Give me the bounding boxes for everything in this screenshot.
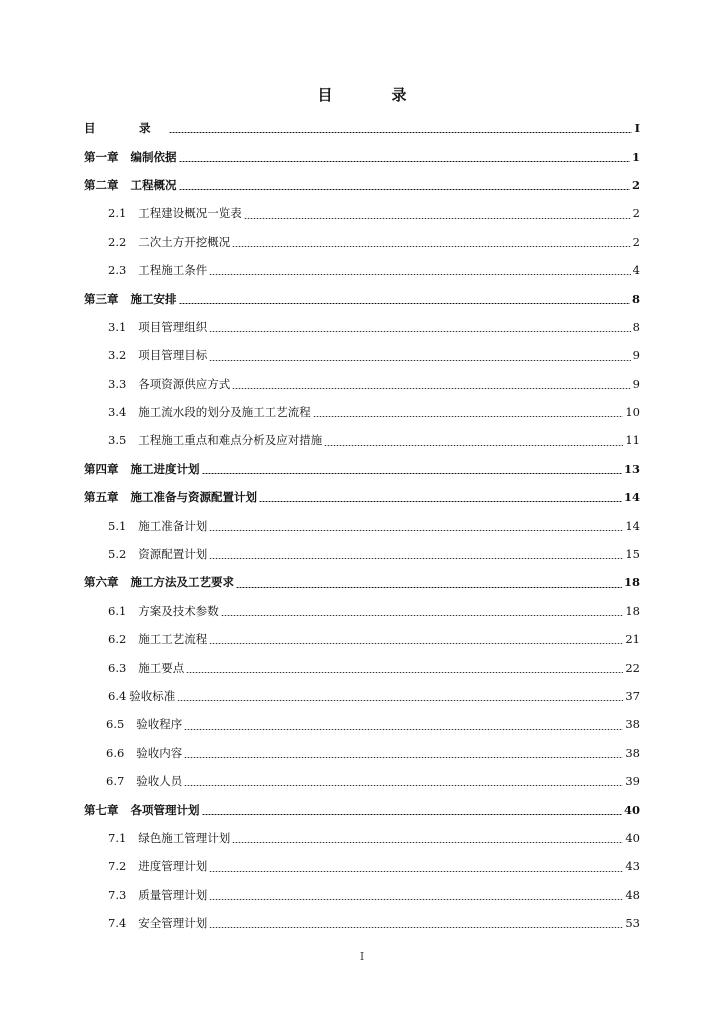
toc-entry-number: 7.2 xyxy=(108,859,127,874)
toc-section-entry[interactable] xyxy=(84,767,640,795)
toc-dot-leader xyxy=(209,274,630,275)
toc-entry-page: 8 xyxy=(631,291,640,306)
toc-entry-number: 6.1 xyxy=(108,603,127,618)
toc-entry-page: 9 xyxy=(632,348,640,363)
toc-entry-text: 项目管理组织 xyxy=(138,319,208,334)
toc-entry-number: 3.2 xyxy=(108,348,127,363)
toc-entry-label xyxy=(84,489,257,505)
toc-entry-text: 施工准备计划 xyxy=(138,518,208,533)
toc-entry-page: 40 xyxy=(623,802,640,817)
toc-dot-leader xyxy=(209,899,623,900)
toc-chapter-entry[interactable] xyxy=(84,795,640,823)
toc-entry-page: 18 xyxy=(625,603,640,618)
toc-entry-text: 各项管理计划 xyxy=(130,802,200,817)
toc-section-entry[interactable] xyxy=(84,511,640,539)
toc-entry-label xyxy=(108,830,230,846)
toc-entry-page: 2 xyxy=(632,206,640,221)
toc-entry-label xyxy=(84,461,200,477)
toc-section-entry[interactable] xyxy=(84,398,640,426)
toc-entry-page: 18 xyxy=(623,575,640,590)
toc-entry-page: 37 xyxy=(625,689,640,703)
toc-dot-leader xyxy=(209,871,623,872)
toc-entry-label xyxy=(108,432,322,448)
toc-dot-leader xyxy=(209,558,623,559)
toc-entry-text: 施工流水段的划分及施工工艺流程 xyxy=(138,405,311,420)
toc-entry-label xyxy=(108,660,184,676)
toc-dot-leader xyxy=(202,814,622,815)
toc-entry-text: 工程施工条件 xyxy=(138,263,208,278)
toc-section-entry[interactable] xyxy=(84,909,640,937)
toc-dot-leader xyxy=(313,416,624,417)
toc-entry-label xyxy=(108,887,207,903)
toc-entry-number: 第三章 xyxy=(84,291,119,306)
toc-dot-leader xyxy=(236,587,622,588)
toc-section-entry[interactable] xyxy=(84,852,640,880)
toc-entry-page: I xyxy=(634,121,640,136)
toc-section-entry[interactable] xyxy=(84,426,640,454)
toc-entry-page: 22 xyxy=(625,660,640,675)
toc-dot-leader xyxy=(209,360,630,361)
toc-section-entry[interactable] xyxy=(84,256,640,284)
toc-entry-text: 施工准备与资源配置计划 xyxy=(130,490,257,505)
toc-entry-page: 1 xyxy=(631,149,640,164)
toc-entry-label xyxy=(108,319,207,335)
toc-entry-label xyxy=(84,802,200,818)
toc-entry-number: 第四章 xyxy=(84,461,119,476)
toc-entry-page: 14 xyxy=(623,490,640,505)
toc-dot-leader xyxy=(184,729,623,730)
toc-entry-text: 绿色施工管理计划 xyxy=(138,830,231,845)
toc-entry-label xyxy=(108,631,207,647)
toc-dot-leader xyxy=(232,388,630,389)
toc-dot-leader xyxy=(179,189,630,190)
toc-chapter-entry[interactable] xyxy=(84,284,640,312)
toc-dot-leader xyxy=(244,218,631,219)
toc-entry-page: 40 xyxy=(625,830,640,845)
toc-entry-page: 39 xyxy=(625,774,640,789)
toc-entry-number: 第一章 xyxy=(84,149,119,164)
toc-section-entry[interactable] xyxy=(84,313,640,341)
toc-entry-page: 38 xyxy=(625,745,640,760)
toc-dot-leader xyxy=(209,927,623,928)
toc-dot-leader xyxy=(232,842,623,843)
toc-entry-number: 2.1 xyxy=(108,206,127,221)
toc-entry-text: 验收人员 xyxy=(136,774,183,789)
toc-chapter-entry[interactable] xyxy=(84,114,640,142)
toc-section-entry[interactable] xyxy=(84,824,640,852)
toc-entry-label xyxy=(108,858,207,874)
toc-entry-text: 编制依据 xyxy=(130,149,177,164)
toc-dot-leader xyxy=(221,615,624,616)
toc-entry-text: 资源配置计划 xyxy=(138,547,208,562)
toc-entry-number: 6.6 xyxy=(106,745,125,760)
toc-entry-number: 3.1 xyxy=(108,319,127,334)
toc-section-entry[interactable] xyxy=(84,625,640,653)
toc-dot-leader xyxy=(184,757,623,758)
toc-dot-leader xyxy=(186,672,623,673)
toc-entry-text: 项目管理目标 xyxy=(138,348,208,363)
toc-entry-text: 质量管理计划 xyxy=(138,887,208,902)
toc-entry-number: 7.1 xyxy=(108,830,127,845)
toc-entry-page: 14 xyxy=(625,518,640,533)
toc-entry-number: 6.2 xyxy=(108,632,127,647)
toc-dot-leader xyxy=(169,132,633,133)
toc-section-entry[interactable] xyxy=(84,739,640,767)
toc-entry-label xyxy=(108,518,207,534)
toc-entry-page: 10 xyxy=(625,405,640,420)
toc-section-entry[interactable] xyxy=(84,710,640,738)
toc-entry-page: 53 xyxy=(625,916,640,931)
toc-entry-text: 施工方法及工艺要求 xyxy=(130,575,234,590)
toc-entry-text: 安全管理计划 xyxy=(138,916,208,931)
toc-section-entry[interactable] xyxy=(84,199,640,227)
toc-section-entry[interactable] xyxy=(84,881,640,909)
toc-entry-label xyxy=(106,716,182,732)
toc-entry-text: 施工安排 xyxy=(130,291,177,306)
toc-entry-number: 第五章 xyxy=(84,490,119,505)
toc-dot-leader xyxy=(179,161,630,162)
toc-entry-number: 2.3 xyxy=(108,263,127,278)
toc-entry-number: 第六章 xyxy=(84,575,119,590)
toc-dot-leader xyxy=(324,445,623,446)
toc-entry-number: 5.2 xyxy=(108,547,127,562)
toc-entry-text: 工程概况 xyxy=(130,177,177,192)
toc-entry-label xyxy=(106,745,182,761)
toc-entry-label xyxy=(106,773,182,789)
toc-entry-number: 第七章 xyxy=(84,802,119,817)
toc-entry-text: 施工要点 xyxy=(138,660,185,675)
toc-section-entry[interactable] xyxy=(84,370,640,398)
toc-entry-text: 各项资源供应方式 xyxy=(138,376,231,391)
toc-entry-number: 6.4 xyxy=(108,689,127,703)
toc-entry-text: 进度管理计划 xyxy=(138,859,208,874)
toc-section-entry[interactable] xyxy=(84,228,640,256)
toc-entry-number: 3.5 xyxy=(108,433,127,448)
toc-entry-label xyxy=(108,234,230,250)
toc-entry-number: 6.7 xyxy=(106,774,125,789)
toc-entry-number: 2.2 xyxy=(108,234,127,249)
toc-entry-number: 3.3 xyxy=(108,376,127,391)
toc-dot-leader xyxy=(209,530,623,531)
toc-entry-page: 13 xyxy=(623,461,640,476)
toc-section-entry[interactable] xyxy=(84,540,640,568)
toc-section-entry[interactable] xyxy=(84,682,640,710)
toc-entry-page: 15 xyxy=(625,547,640,562)
toc-entry-page: 9 xyxy=(632,376,640,391)
toc-entry-label xyxy=(84,177,177,193)
toc-entry-label xyxy=(84,291,177,307)
toc-dot-leader xyxy=(179,303,630,304)
page-number: I xyxy=(359,950,365,963)
toc-entry-text: 施工进度计划 xyxy=(130,461,200,476)
toc-dot-leader xyxy=(259,501,622,502)
toc-dot-leader xyxy=(184,785,623,786)
toc-entry-page: 21 xyxy=(625,632,640,647)
toc-section-entry[interactable] xyxy=(84,597,640,625)
toc-entry-label xyxy=(108,404,311,420)
toc-entry-page: 48 xyxy=(625,887,640,902)
toc-dot-leader xyxy=(209,331,630,332)
toc-entry-text: 方案及技术参数 xyxy=(138,603,219,618)
toc-dot-leader xyxy=(209,643,623,644)
toc-dot-leader xyxy=(202,473,622,474)
toc-entry-number: 6.3 xyxy=(108,660,127,675)
toc-entry-number: 7.3 xyxy=(108,887,127,902)
toc-chapter-entry[interactable] xyxy=(84,171,640,199)
toc-entry-label xyxy=(108,915,207,931)
toc-chapter-entry[interactable] xyxy=(84,142,640,170)
toc-entry-label xyxy=(108,205,242,221)
toc-entry-text: 二次土方开挖概况 xyxy=(138,234,231,249)
toc-entry-number: 7.4 xyxy=(108,916,127,931)
toc-section-entry[interactable] xyxy=(84,653,640,681)
toc-entry-page: 8 xyxy=(632,319,640,334)
toc-entry-label xyxy=(108,603,219,619)
toc-chapter-entry[interactable] xyxy=(84,568,640,596)
toc-entry-number: 第二章 xyxy=(84,177,119,192)
toc-title: 目 录 xyxy=(317,86,429,104)
toc-section-entry[interactable] xyxy=(84,341,640,369)
toc-entry-label xyxy=(108,688,175,704)
toc-entry-label xyxy=(84,149,177,165)
toc-entry-number: 5.1 xyxy=(108,518,127,533)
toc-entry-page: 2 xyxy=(632,234,640,249)
toc-entry-text: 验收标准 xyxy=(129,689,176,703)
toc-entry-page: 2 xyxy=(631,177,640,192)
toc-entry-page: 4 xyxy=(632,263,640,278)
toc-entry-text: 验收程序 xyxy=(136,717,183,732)
toc-chapter-entry[interactable] xyxy=(84,455,640,483)
toc-entry-label xyxy=(84,120,167,136)
toc-entry-page: 11 xyxy=(625,433,640,448)
toc-entry-text: 目 录 xyxy=(84,121,167,136)
toc-entry-page: 38 xyxy=(625,717,640,732)
toc-list xyxy=(84,114,640,937)
toc-entry-label xyxy=(108,546,207,562)
toc-entry-text: 施工工艺流程 xyxy=(138,632,208,647)
toc-dot-leader xyxy=(177,700,623,701)
toc-entry-text: 验收内容 xyxy=(136,745,183,760)
toc-entry-text: 工程施工重点和难点分析及应对措施 xyxy=(138,433,323,448)
toc-entry-label xyxy=(108,262,207,278)
toc-dot-leader xyxy=(232,246,630,247)
toc-entry-number: 6.5 xyxy=(106,717,125,732)
toc-entry-text: 工程建设概况一览表 xyxy=(138,206,242,221)
toc-chapter-entry[interactable] xyxy=(84,483,640,511)
toc-entry-number: 3.4 xyxy=(108,405,127,420)
toc-entry-label xyxy=(108,376,230,392)
toc-entry-page: 43 xyxy=(625,859,640,874)
toc-entry-label xyxy=(84,574,234,590)
toc-entry-label xyxy=(108,347,207,363)
